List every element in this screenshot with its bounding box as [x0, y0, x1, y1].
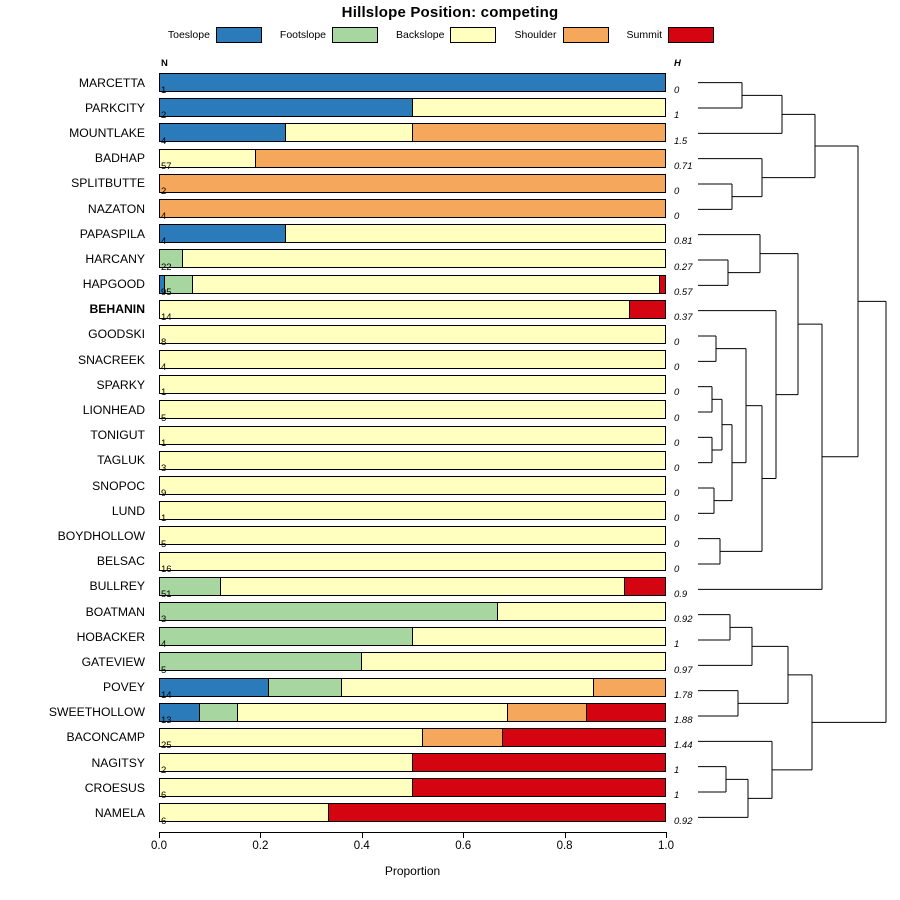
legend-swatch: [332, 27, 378, 43]
stacked-bar: [159, 224, 666, 243]
category-label: SNOPOC: [92, 478, 145, 493]
category-label: BOATMAN: [85, 604, 145, 619]
row-h-value: 1.44: [674, 740, 693, 752]
row-n-value: 6: [161, 790, 167, 802]
legend-swatch: [216, 27, 262, 43]
row-h-value: 1: [674, 639, 680, 651]
row-n-value: 14: [161, 689, 172, 701]
bar-segment-backslope: [160, 301, 630, 318]
bar-segment-summit: [413, 779, 666, 796]
row-n-value: 1: [161, 437, 167, 449]
stacked-bar: [159, 426, 666, 445]
row-n-value: 22: [161, 261, 172, 273]
row-n-value: 13: [161, 714, 172, 726]
category-label: BULLREY: [89, 579, 145, 594]
table-row: [159, 70, 680, 97]
row-h-value: 0.27: [674, 261, 693, 273]
row-n-value: 4: [161, 236, 167, 248]
row-n-value: 4: [161, 362, 167, 374]
category-label: MARCETTA: [78, 75, 145, 90]
bar-segment-backslope: [413, 628, 666, 645]
legend-label: Backslope: [396, 29, 445, 41]
stacked-bar: [159, 300, 666, 319]
bar-segment-shoulder: [256, 150, 665, 167]
bar-segment-summit: [329, 804, 665, 821]
stacked-bar: [159, 728, 666, 747]
bar-segment-shoulder: [423, 729, 504, 746]
row-n-value: 95: [161, 286, 172, 298]
table-row: [159, 725, 693, 752]
bar-segment-backslope: [160, 754, 413, 771]
bar-segment-backslope: [286, 225, 665, 242]
category-label: SNACREEK: [77, 352, 145, 367]
bar-segment-backslope: [160, 401, 665, 418]
row-h-value: 0: [674, 538, 680, 550]
row-h-value: 0: [674, 362, 680, 374]
bar-segment-backslope: [160, 351, 665, 368]
bar-segment-shoulder: [508, 704, 586, 721]
row-n-value: 2: [161, 185, 167, 197]
bar-segment-backslope: [362, 653, 665, 670]
category-label: BOYDHOLLOW: [57, 528, 145, 543]
bar-segment-summit: [660, 276, 665, 293]
category-label: TAGLUK: [97, 453, 145, 468]
stacked-bar: [159, 577, 666, 596]
table-row: [159, 146, 693, 172]
category-label: LIONHEAD: [82, 403, 145, 418]
legend-label: Shoulder: [514, 29, 557, 41]
table-row: [159, 624, 680, 651]
stacked-bar: [159, 400, 666, 419]
legend-item: [514, 27, 608, 43]
row-h-value: 0: [674, 211, 680, 223]
x-axis-tick: [260, 832, 261, 838]
row-h-value: 1.5: [674, 135, 688, 147]
x-axis-title: Proportion: [384, 864, 441, 878]
stacked-bar: [159, 753, 666, 772]
row-n-value: 1: [161, 85, 167, 97]
table-row: [159, 347, 680, 374]
x-axis-tick: [159, 832, 160, 838]
row-n-value: 4: [161, 211, 167, 223]
bar-segment-shoulder: [160, 175, 665, 192]
row-n-value: 2: [161, 110, 167, 122]
legend-label: Footslope: [279, 29, 327, 41]
category-label: SPLITBUTTE: [71, 176, 145, 191]
legend-swatch: [563, 27, 609, 43]
stacked-bar: [159, 703, 666, 722]
table-row: [159, 775, 680, 802]
row-n-value: 5: [161, 412, 167, 424]
stacked-bar: [159, 98, 666, 117]
bar-segment-backslope: [193, 276, 660, 293]
category-label: TONIGUT: [90, 428, 145, 443]
row-h-value: 0.9: [674, 588, 688, 600]
table-row: [159, 322, 680, 349]
category-label: PAPASPILA: [79, 226, 145, 241]
bar-segment-backslope: [238, 704, 508, 721]
x-axis-tick-label: 0.2: [252, 840, 269, 852]
row-h-value: 1.88: [674, 714, 693, 726]
category-label: GOODSKI: [88, 327, 145, 342]
stacked-bar: [159, 451, 666, 470]
table-row: [159, 498, 680, 525]
x-axis-tick-label: 0.0: [151, 840, 167, 852]
row-h-value: 0: [674, 463, 680, 474]
chart-title: Hillslope Position: competing: [341, 4, 559, 21]
row-h-value: 1: [674, 790, 680, 802]
stacked-bar: [159, 627, 666, 646]
bar-segment-toeslope: [160, 679, 269, 696]
stacked-bar: [159, 350, 666, 369]
table-row: [159, 750, 680, 777]
bar-segment-footslope: [200, 704, 238, 721]
bar-segment-footslope: [160, 628, 413, 645]
category-label: BACONCAMP: [66, 730, 145, 745]
legend-item: [280, 27, 378, 43]
table-row: [159, 120, 688, 147]
bar-segment-backslope: [286, 124, 412, 141]
row-n-value: 14: [161, 311, 172, 323]
bar-segment-backslope: [160, 477, 665, 494]
stacked-bar: [159, 199, 666, 218]
bar-segment-backslope: [160, 150, 256, 167]
x-axis-line: [159, 832, 666, 833]
table-row: [159, 700, 693, 726]
row-n-value: 5: [161, 538, 167, 550]
category-label: MOUNTLAKE: [69, 125, 145, 140]
bar-segment-summit: [625, 578, 665, 595]
row-h-value: 0: [674, 412, 680, 424]
table-row: [159, 448, 680, 474]
category-label: LUND: [111, 503, 145, 518]
table-row: [159, 372, 680, 399]
stacked-bar: [159, 526, 666, 545]
bar-segment-backslope: [160, 553, 665, 570]
stacked-bar: [159, 476, 666, 495]
row-n-value: 6: [161, 815, 167, 827]
category-label: SPARKY: [96, 377, 145, 392]
stacked-bar: [159, 678, 666, 697]
row-h-value: 0.97: [674, 664, 693, 676]
column-header-n: N: [161, 58, 168, 69]
stacked-bar: [159, 123, 666, 142]
category-label: HOBACKER: [76, 629, 145, 644]
x-axis-tick: [666, 832, 667, 838]
row-h-value: 0: [674, 437, 680, 449]
row-h-value: 0: [674, 488, 680, 500]
bar-segment-toeslope: [160, 99, 413, 116]
row-h-value: 0: [674, 563, 680, 575]
x-axis-tick: [463, 832, 464, 838]
row-h-value: 1.78: [674, 689, 693, 701]
bar-segment-summit: [587, 704, 665, 721]
x-axis-tick-label: 1.0: [658, 840, 674, 852]
bar-segment-toeslope: [160, 225, 286, 242]
legend-item: [396, 27, 496, 43]
row-n-value: 4: [161, 639, 167, 651]
legend-swatch: [668, 27, 714, 43]
bar-segment-backslope: [160, 427, 665, 444]
stacked-bars-area: [159, 58, 693, 827]
x-axis-tick-label: 0.6: [455, 840, 472, 852]
bar-segment-backslope: [342, 679, 595, 696]
category-label: PARKCITY: [84, 100, 145, 115]
row-n-value: 8: [161, 337, 167, 349]
category-label: NAZATON: [87, 201, 145, 216]
category-label: BEHANIN: [89, 302, 145, 317]
bar-segment-shoulder: [160, 200, 665, 217]
category-label: BELSAC: [96, 554, 145, 569]
bar-segment-summit: [630, 301, 665, 318]
legend-swatch: [450, 27, 496, 43]
stacked-bar: [159, 73, 666, 92]
category-label: NAMELA: [94, 806, 145, 821]
bar-segment-backslope: [498, 603, 665, 620]
table-row: [159, 800, 693, 827]
bar-segment-backslope: [160, 326, 665, 343]
row-n-value: 9: [161, 488, 167, 500]
row-h-value: 0.37: [674, 311, 693, 323]
bar-segment-footslope: [160, 603, 498, 620]
column-header-h: H: [674, 58, 681, 69]
stacked-bar: [159, 249, 666, 268]
bar-segment-backslope: [160, 527, 665, 544]
stacked-bar: [159, 174, 666, 193]
category-label: HAPGOOD: [82, 277, 145, 292]
row-n-value: 16: [161, 563, 172, 575]
category-label: POVEY: [103, 680, 145, 695]
bar-segment-toeslope: [160, 124, 286, 141]
table-row: [159, 196, 680, 223]
table-row: [159, 599, 693, 626]
row-n-value: 1: [161, 387, 167, 399]
stacked-bar: [159, 501, 666, 520]
x-axis-tick: [362, 832, 363, 838]
legend-item: [627, 27, 715, 43]
bar-segment-toeslope: [160, 74, 665, 91]
table-row: [159, 171, 680, 197]
table-row: [159, 95, 680, 122]
stacked-bar: [159, 778, 666, 797]
table-row: [159, 574, 688, 600]
category-label: SWEETHOLLOW: [48, 705, 145, 720]
row-h-value: 0.71: [674, 160, 693, 172]
row-n-value: 3: [161, 614, 167, 626]
row-h-value: 1: [674, 110, 680, 122]
table-row: [159, 675, 693, 701]
row-n-value: 1: [161, 513, 167, 525]
stacked-bar: [159, 602, 666, 621]
stacked-bar: [159, 803, 666, 822]
row-h-value: 1: [674, 765, 680, 777]
row-h-value: 0: [674, 337, 680, 349]
stacked-bar: [159, 652, 666, 671]
bar-segment-summit: [503, 729, 665, 746]
bar-segment-backslope: [160, 779, 413, 796]
bar-segment-summit: [413, 754, 666, 771]
category-label: HARCANY: [85, 251, 145, 266]
table-row: [159, 221, 693, 248]
bar-segment-backslope: [413, 99, 666, 116]
bar-segment-footslope: [269, 679, 342, 696]
row-h-value: 0: [674, 85, 680, 97]
stacked-bar: [159, 275, 666, 294]
x-axis-tick-label: 0.4: [353, 840, 370, 852]
row-h-value: 0: [674, 387, 680, 399]
table-row: [159, 549, 680, 575]
row-n-value: 57: [161, 160, 172, 172]
table-row: [159, 397, 680, 424]
row-h-value: 0: [674, 185, 680, 197]
x-axis-tick: [565, 832, 566, 838]
row-h-value: 0.92: [674, 815, 693, 827]
row-n-value: 5: [161, 664, 167, 676]
table-row: [159, 473, 680, 500]
bar-segment-backslope: [160, 502, 665, 519]
bar-segment-shoulder: [594, 679, 665, 696]
row-n-value: 25: [161, 740, 172, 752]
bar-segment-backslope: [221, 578, 625, 595]
row-h-value: 0.57: [674, 286, 693, 298]
row-n-value: 3: [161, 463, 167, 474]
row-n-value: 4: [161, 135, 167, 147]
bar-segment-shoulder: [413, 124, 666, 141]
bar-segment-backslope: [160, 804, 329, 821]
table-row: [159, 297, 693, 323]
category-labels-column: [0, 70, 152, 826]
bar-segment-backslope: [160, 729, 423, 746]
x-axis-tick-label: 0.8: [556, 840, 573, 852]
category-label: CROESUS: [84, 780, 145, 795]
bar-segment-backslope: [160, 452, 665, 469]
bar-segment-footslope: [160, 653, 362, 670]
table-row: [159, 649, 693, 676]
legend-label: Toeslope: [167, 29, 210, 41]
table-row: [159, 246, 693, 273]
chart-legend: [0, 24, 900, 46]
row-n-value: 51: [161, 588, 172, 600]
bar-segment-backslope: [183, 250, 665, 267]
stacked-bar: [159, 375, 666, 394]
row-h-value: 0: [674, 513, 680, 525]
category-label: NAGITSY: [91, 755, 145, 770]
row-h-value: 0.81: [674, 236, 693, 248]
stacked-bar: [159, 552, 666, 571]
table-row: [159, 523, 680, 550]
row-h-value: 0.92: [674, 614, 693, 626]
bar-segment-backslope: [160, 376, 665, 393]
legend-item: [168, 27, 262, 43]
category-label: BADHAP: [94, 151, 145, 166]
stacked-bar: [159, 149, 666, 168]
row-n-value: 2: [161, 765, 167, 777]
dendrogram: [690, 70, 895, 830]
legend-label: Summit: [626, 29, 663, 41]
stacked-bar: [159, 325, 666, 344]
table-row: [159, 423, 680, 449]
category-label: GATEVIEW: [81, 654, 145, 669]
table-row: [159, 272, 693, 298]
